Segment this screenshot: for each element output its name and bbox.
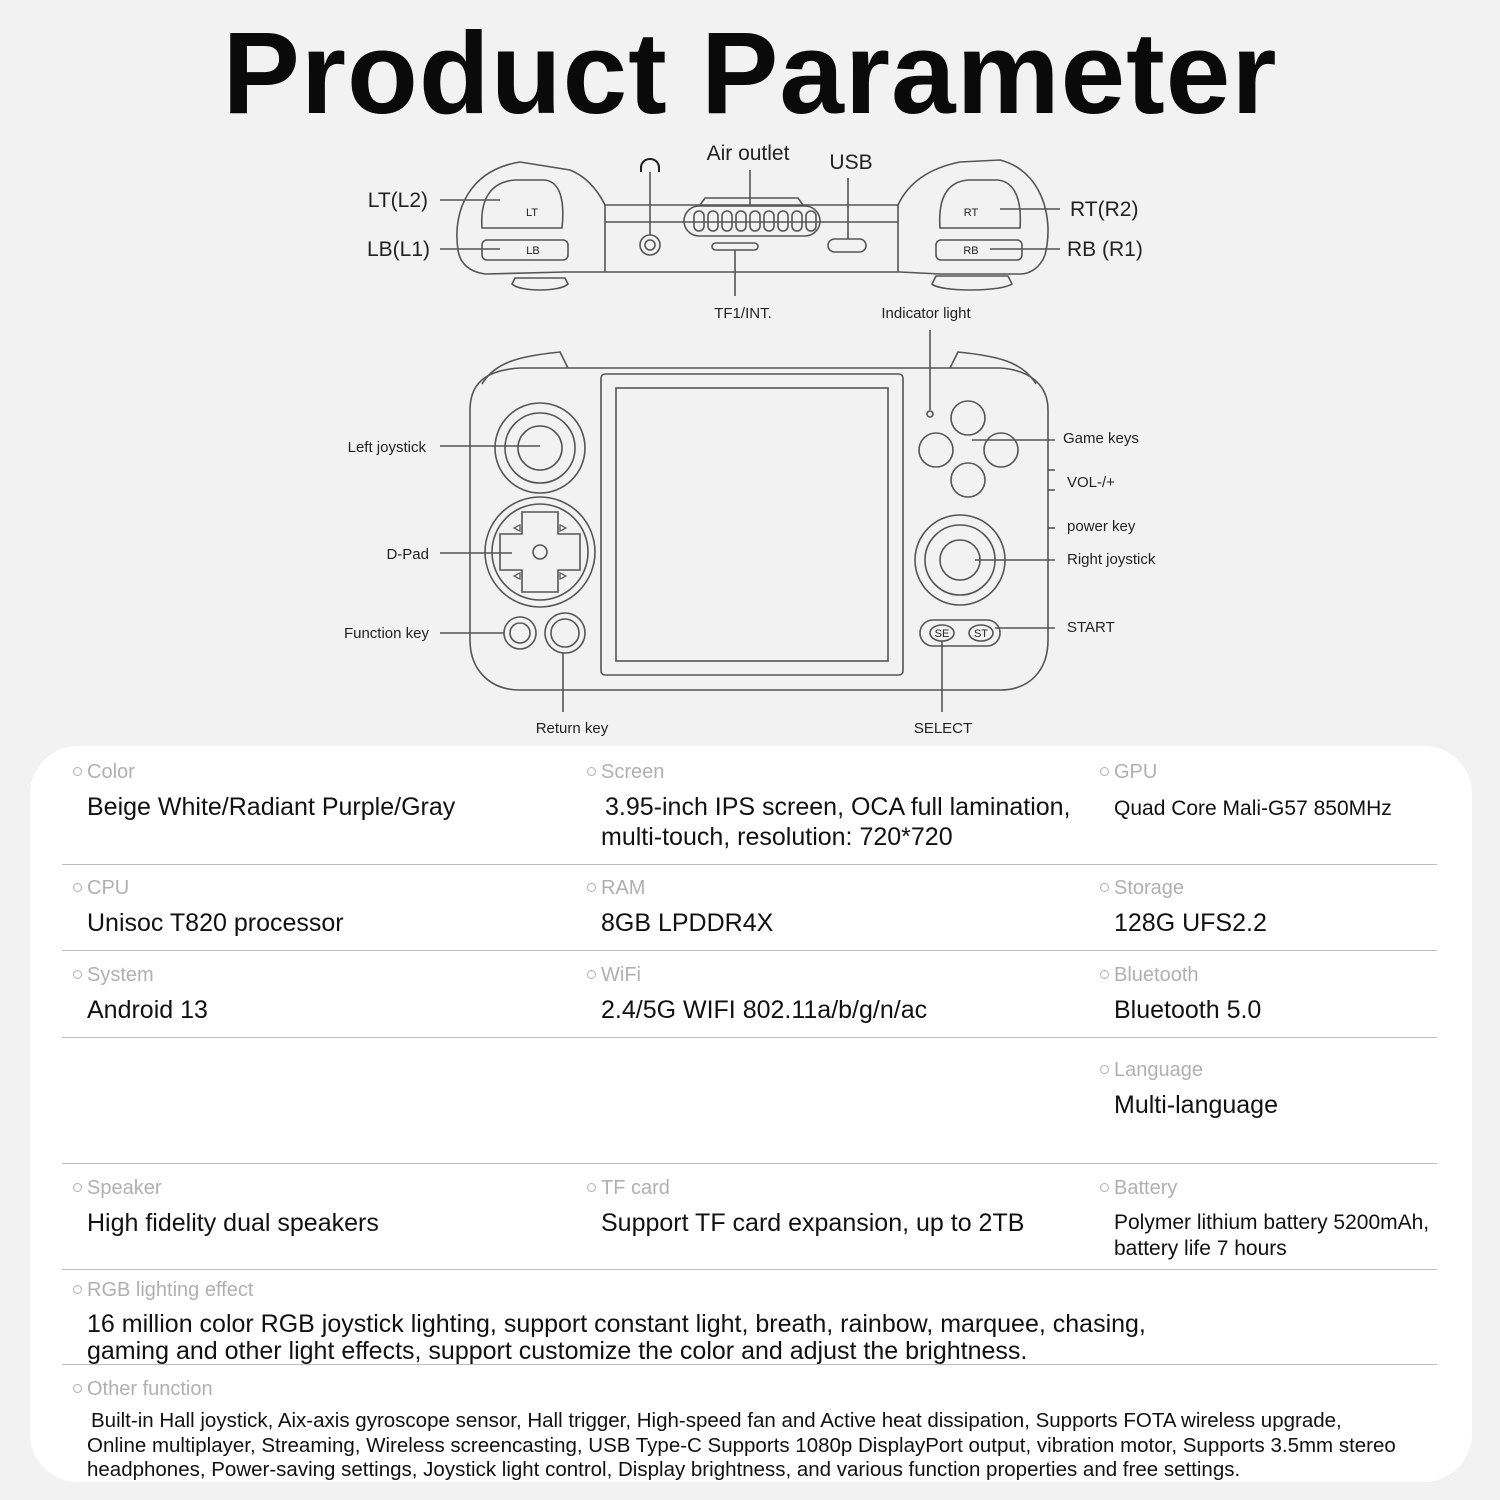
spec-label: WiFi — [587, 963, 927, 987]
vol-label: VOL-/+ — [1067, 474, 1115, 491]
spec-system — [73, 963, 208, 1025]
lt-label: LT(L2) — [367, 189, 428, 212]
divider — [62, 864, 1437, 865]
right-joystick-label: Right joystick — [1067, 551, 1156, 568]
spec-battery — [1100, 1176, 1429, 1262]
spec-storage — [1100, 876, 1267, 938]
spec-wifi — [587, 963, 927, 1025]
select-label: SELECT — [913, 720, 973, 737]
power-key-label: power key — [1067, 518, 1136, 535]
divider — [62, 950, 1437, 951]
spec-label: Speaker — [73, 1176, 379, 1200]
rb-glyph: RB — [963, 245, 979, 257]
spec-label: TF card — [587, 1176, 1024, 1200]
spec-label: GPU — [1100, 760, 1392, 784]
device-diagram — [0, 0, 1500, 745]
spec-gpu — [1100, 760, 1392, 822]
device-top-view — [457, 160, 1048, 290]
device-front-view — [470, 352, 1055, 690]
spec-value: 8GB LPDDR4X — [601, 909, 774, 937]
divider — [62, 1037, 1437, 1038]
spec-value: Built-in Hall joystick, Aix-axis gyroscope sensor, Hall trigger, High-speed fan and Active heat dissipation, Supports FOTA wireless upgrade, — [91, 1409, 1342, 1432]
spec-label: CPU — [73, 876, 344, 900]
spec-value: Android 13 — [87, 996, 208, 1024]
spec-value-line2: Online multiplayer, Streaming, Wireless screencasting, USB Type-C Supports 1080p DisplayPort output, vibration motor, Supports 3.5mm stereo — [87, 1433, 1396, 1457]
lt-glyph: LT — [525, 207, 539, 219]
divider — [62, 1163, 1437, 1164]
spec-cpu — [73, 876, 344, 938]
spec-value-line2: multi-touch, resolution: 720*720 — [601, 823, 953, 851]
page-title: Product Parameter — [222, 8, 1278, 138]
rt-label: RT(R2) — [1070, 198, 1139, 221]
air-outlet-label: Air outlet — [706, 142, 790, 165]
spec-value: High fidelity dual speakers — [87, 1209, 379, 1237]
spec-value: Unisoc T820 processor — [87, 909, 344, 937]
spec-bluetooth — [1100, 963, 1261, 1025]
spec-value: Multi-language — [1114, 1091, 1278, 1119]
lb-label: LB(L1) — [366, 238, 430, 261]
spec-value: 3.95-inch IPS screen, OCA full lamination, — [605, 793, 1071, 821]
spec-speaker — [73, 1176, 379, 1238]
spec-language — [1100, 1058, 1278, 1120]
spec-value: 2.4/5G WIFI 802.11a/b/g/n/ac — [601, 996, 928, 1024]
air-outlet-slots — [694, 211, 816, 231]
start-label: START — [1067, 619, 1115, 636]
rb-label: RB (R1) — [1067, 238, 1143, 261]
spec-label: Battery — [1100, 1176, 1429, 1200]
spec-label: Screen — [587, 760, 1071, 784]
spec-value-line2: gaming and other light effects, support customize the color and adjust the brightness. — [87, 1337, 1028, 1365]
spec-color — [73, 760, 455, 822]
usb-label: USB — [829, 151, 873, 174]
game-keys-label: Game keys — [1063, 430, 1139, 447]
headphone-icon — [641, 159, 659, 172]
spec-value: Bluetooth 5.0 — [1114, 996, 1262, 1024]
spec-label: Storage — [1100, 876, 1267, 900]
spec-value-line3: headphones, Power-saving settings, Joystick light control, Display brightness, and various function properties and free settings. — [87, 1458, 1241, 1481]
spec-rgb — [73, 1278, 1146, 1365]
lb-glyph: LB — [526, 245, 540, 257]
spec-other — [73, 1377, 1396, 1483]
spec-tfcard — [587, 1176, 1024, 1238]
spec-value: Polymer lithium battery 5200mAh, — [1114, 1211, 1430, 1234]
spec-value: Quad Core Mali-G57 850MHz — [1114, 797, 1392, 820]
spec-value: Support TF card expansion, up to 2TB — [601, 1209, 1025, 1237]
return-key-label: Return key — [535, 720, 609, 737]
spec-value-line2: battery life 7 hours — [1114, 1237, 1287, 1260]
function-key-label: Function key — [343, 625, 429, 642]
spec-screen — [587, 760, 1071, 852]
spec-value: 128G UFS2.2 — [1114, 909, 1267, 937]
spec-ram — [587, 876, 773, 938]
se-glyph: SE — [934, 628, 950, 640]
tf-label: TF1/INT. — [714, 305, 772, 322]
spec-label: Color — [73, 760, 455, 784]
divider — [62, 1269, 1437, 1270]
left-joystick-label: Left joystick — [347, 439, 426, 456]
spec-value: Beige White/Radiant Purple/Gray — [87, 793, 456, 821]
rt-glyph: RT — [963, 207, 979, 219]
indicator-label: Indicator light — [881, 305, 971, 322]
spec-label: Bluetooth — [1100, 963, 1261, 987]
spec-label: RAM — [587, 876, 773, 900]
spec-label: System — [73, 963, 208, 987]
spec-label: Other function — [73, 1377, 1396, 1401]
spec-value: 16 million color RGB joystick lighting, support constant light, breath, rainbow, marquee, chasing, — [87, 1310, 1146, 1338]
st-glyph: ST — [973, 628, 989, 640]
dpad-label: D-Pad — [386, 546, 429, 563]
spec-label: RGB lighting effect — [73, 1278, 1146, 1302]
spec-label: Language — [1100, 1058, 1278, 1082]
